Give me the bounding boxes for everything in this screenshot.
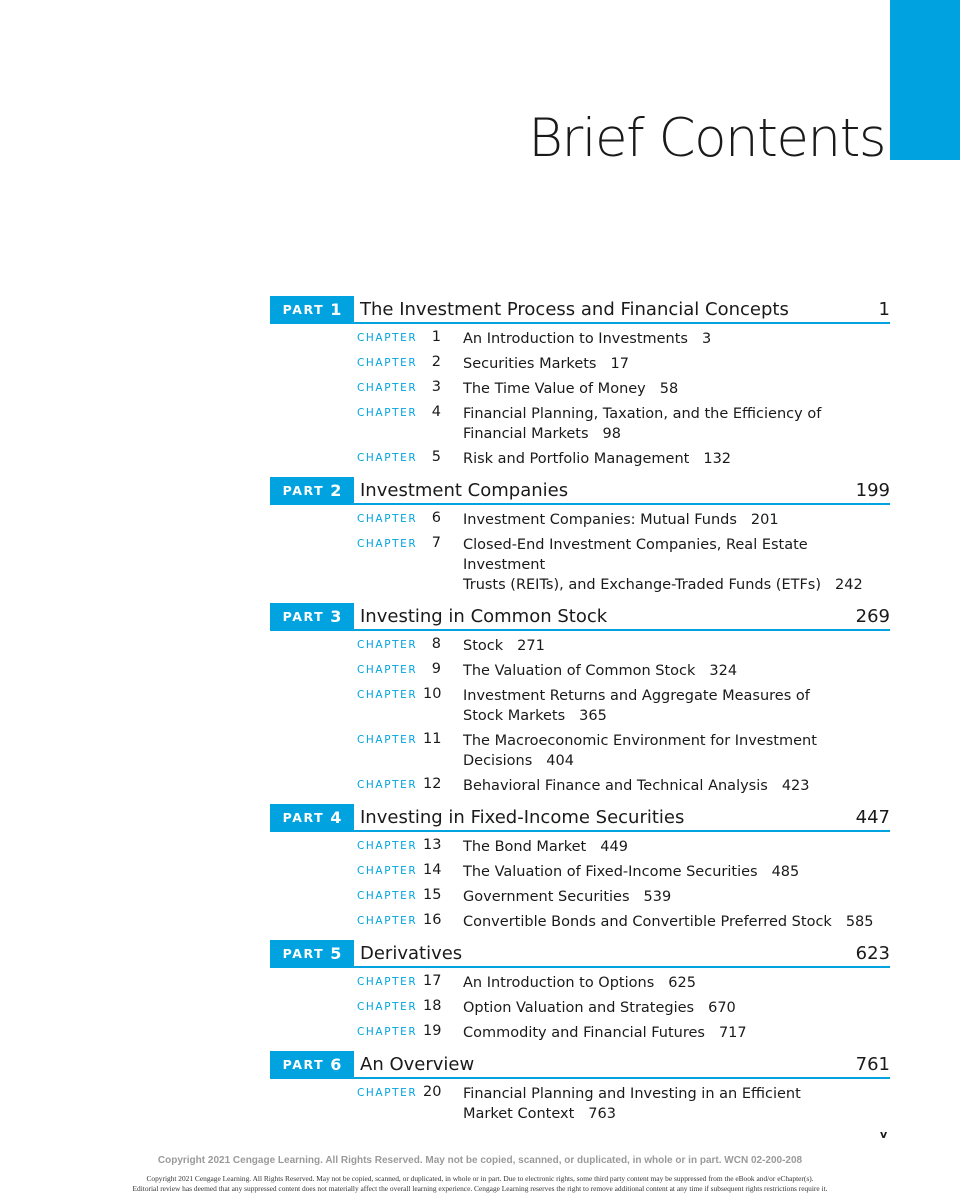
chapter-title[interactable] [463, 998, 883, 1018]
chapter-page-number: 585 [845, 914, 874, 930]
chapter-word: CHAPTER [357, 664, 418, 676]
chapter-number: 9 [431, 661, 441, 677]
chapter-word: CHAPTER [357, 1087, 418, 1099]
chapter-number: 19 [423, 1023, 442, 1039]
toc-part [270, 1051, 890, 1124]
part-page-number: 623 [855, 942, 890, 964]
chapter-word: CHAPTER [357, 332, 418, 344]
chapter-page-number: 763 [588, 1106, 616, 1122]
part-title[interactable]: Derivatives [360, 942, 463, 964]
part-label [270, 603, 354, 629]
page-title: Brief Contents [528, 108, 885, 169]
chapter-list [270, 1079, 890, 1124]
chapter-title-line: The Bond Market [463, 839, 587, 855]
chapter-page-number: 17 [610, 356, 629, 372]
chapter-title[interactable] [463, 776, 883, 796]
chapter-page-number: 717 [718, 1025, 747, 1041]
chapter-word: CHAPTER [357, 407, 418, 419]
toc-chapter[interactable] [270, 510, 890, 530]
toc-chapter[interactable] [270, 636, 890, 656]
chapter-page-number: 404 [546, 753, 574, 769]
chapter-title-line: Stock Markets [463, 708, 566, 724]
chapter-page-number: 539 [643, 889, 672, 905]
toc-chapter[interactable] [270, 887, 890, 907]
chapter-title[interactable] [463, 329, 883, 349]
part-title[interactable]: Investing in Fixed-Income Securities [360, 806, 685, 828]
toc-chapter[interactable] [270, 973, 890, 993]
chapter-title-line: Securities Markets [463, 356, 597, 372]
chapter-title-line: Stock [463, 638, 504, 654]
chapter-title-line: Closed-End Investment Companies, Real Estate Investment [463, 537, 808, 573]
part-label [270, 804, 354, 830]
toc-part [270, 804, 890, 932]
chapter-title[interactable] [463, 1023, 883, 1043]
part-word: PART [282, 301, 325, 317]
part-number: 6 [330, 1054, 342, 1074]
chapter-page-number: 201 [750, 512, 779, 528]
chapter-title-line: Risk and Portfolio Management [463, 451, 690, 467]
chapter-word: CHAPTER [357, 915, 418, 927]
chapter-title-line: Trusts (REITs), and Exchange-Traded Funds (ETFs) [463, 577, 822, 593]
part-page-number: 269 [855, 605, 890, 627]
disclaimer-line: Copyright 2021 Cengage Learning. All Rights Reserved. May not be copied, scanned, or duplicated, in whole or in part. Due to electronic rights, some third party content may be suppressed from the eBook and/or eChapter(s). [146, 1174, 814, 1183]
chapter-word: CHAPTER [357, 840, 418, 852]
chapter-title-line: Decisions [463, 753, 533, 769]
chapter-title[interactable] [463, 887, 883, 907]
chapter-title-line: Market Context [463, 1106, 575, 1122]
chapter-page-number: 365 [579, 708, 607, 724]
part-header [270, 940, 890, 968]
page-number: v [880, 1128, 888, 1141]
chapter-title[interactable] [463, 449, 883, 469]
part-word: PART [282, 809, 325, 825]
chapter-title-line: The Valuation of Fixed-Income Securities [463, 864, 758, 880]
chapter-list [270, 832, 890, 932]
toc-chapter[interactable] [270, 329, 890, 349]
chapter-list [270, 968, 890, 1043]
chapter-page-number: 271 [517, 638, 545, 654]
part-title[interactable]: Investing in Common Stock [360, 605, 608, 627]
chapter-number: 20 [423, 1084, 442, 1100]
chapter-title-line: Financial Markets [463, 426, 589, 442]
chapter-list [270, 324, 890, 469]
part-number: 5 [330, 943, 342, 963]
chapter-title-line: The Valuation of Common Stock [463, 663, 696, 679]
chapter-number: 10 [423, 686, 442, 702]
chapter-number: 18 [423, 998, 442, 1014]
chapter-number: 4 [431, 404, 441, 420]
part-label [270, 477, 354, 503]
part-page-number: 1 [878, 298, 890, 320]
chapter-title-line: An Introduction to Investments [463, 331, 688, 347]
chapter-page-number: 132 [703, 451, 732, 467]
toc-chapter[interactable] [270, 686, 890, 726]
chapter-title[interactable] [463, 379, 883, 399]
chapter-title[interactable] [463, 636, 883, 656]
chapter-title[interactable] [463, 661, 883, 681]
chapter-number: 15 [423, 887, 442, 903]
chapter-title[interactable] [463, 510, 883, 530]
chapter-title-line: Financial Planning, Taxation, and the Efficiency of [463, 406, 822, 422]
chapter-word: CHAPTER [357, 890, 418, 902]
chapter-word: CHAPTER [357, 513, 418, 525]
chapter-page-number: 324 [709, 663, 738, 679]
chapter-page-number: 625 [668, 975, 696, 991]
accent-bar [890, 0, 960, 160]
chapter-title-line: An Introduction to Options [463, 975, 655, 991]
chapter-title-line: The Time Value of Money [463, 381, 646, 397]
part-number: 1 [330, 299, 342, 319]
chapter-title[interactable] [463, 837, 883, 857]
disclaimer-line: Editorial review has deemed that any suppressed content does not materially affect the overall learning experience. Cengage Learning reserves the right to remove additional content at any time if subsequent rights restrictions require it. [132, 1184, 828, 1193]
part-title[interactable]: Investment Companies [360, 479, 569, 501]
chapter-title[interactable] [463, 535, 883, 595]
chapter-word: CHAPTER [357, 779, 418, 791]
toc-chapter[interactable] [270, 661, 890, 681]
part-word: PART [282, 608, 325, 624]
part-page-number: 447 [855, 806, 890, 828]
toc-chapter[interactable] [270, 837, 890, 857]
chapter-title[interactable] [463, 912, 883, 932]
copyright-disclaimer [0, 1174, 960, 1194]
chapter-title-line: The Macroeconomic Environment for Investment [463, 733, 817, 749]
chapter-title[interactable] [463, 1084, 883, 1124]
chapter-title-line: Financial Planning and Investing in an Efficient [463, 1086, 801, 1102]
chapter-page-number: 98 [602, 426, 621, 442]
chapter-list [270, 505, 890, 595]
part-label [270, 940, 354, 966]
copyright-notice: Copyright 2021 Cengage Learning. All Rights Reserved. May not be copied, scanned, or duplicated, in whole or in part. WCN 02-200-208 [157, 1155, 803, 1166]
toc-part [270, 477, 890, 595]
chapter-number: 3 [431, 379, 441, 395]
chapter-title[interactable] [463, 404, 883, 444]
chapter-number: 13 [423, 837, 442, 853]
toc-chapter[interactable] [270, 1084, 890, 1124]
chapter-number: 16 [423, 912, 442, 928]
table-of-contents [270, 296, 890, 1132]
chapter-number: 5 [431, 449, 441, 465]
chapter-title[interactable] [463, 731, 883, 771]
part-number: 3 [330, 606, 342, 626]
part-word: PART [282, 482, 325, 498]
part-number: 2 [330, 480, 342, 500]
chapter-number: 12 [423, 776, 442, 792]
part-title[interactable]: An Overview [360, 1053, 475, 1075]
chapter-word: CHAPTER [357, 382, 418, 394]
chapter-word: CHAPTER [357, 976, 418, 988]
part-header [270, 1051, 890, 1079]
part-label [270, 296, 354, 322]
toc-chapter[interactable] [270, 862, 890, 882]
chapter-list [270, 631, 890, 796]
toc-chapter[interactable] [270, 998, 890, 1018]
chapter-title-line: Convertible Bonds and Convertible Preferred Stock [463, 914, 832, 930]
part-header [270, 603, 890, 631]
chapter-word: CHAPTER [357, 865, 418, 877]
chapter-title-line: Government Securities [463, 889, 630, 905]
chapter-title-line: Investment Returns and Aggregate Measures of [463, 688, 810, 704]
part-label [270, 1051, 354, 1077]
chapter-page-number: 485 [771, 864, 800, 880]
toc-part [270, 940, 890, 1043]
chapter-word: CHAPTER [357, 734, 418, 746]
toc-part [270, 296, 890, 469]
chapter-number: 17 [423, 973, 442, 989]
toc-chapter[interactable] [270, 912, 890, 932]
toc-chapter[interactable] [270, 379, 890, 399]
chapter-page-number: 670 [708, 1000, 736, 1016]
chapter-title[interactable] [463, 686, 883, 726]
chapter-title-line: Commodity and Financial Futures [463, 1025, 705, 1041]
toc-chapter[interactable] [270, 776, 890, 796]
chapter-number: 14 [423, 862, 442, 878]
chapter-word: CHAPTER [357, 538, 418, 550]
chapter-number: 8 [431, 636, 441, 652]
toc-chapter[interactable] [270, 1023, 890, 1043]
chapter-word: CHAPTER [357, 639, 418, 651]
toc-part [270, 603, 890, 796]
toc-chapter[interactable] [270, 354, 890, 374]
chapter-title-line: Investment Companies: Mutual Funds [463, 512, 737, 528]
chapter-word: CHAPTER [357, 1026, 418, 1038]
part-header [270, 296, 890, 324]
chapter-title-line: Option Valuation and Strategies [463, 1000, 695, 1016]
toc-chapter[interactable] [270, 449, 890, 469]
chapter-word: CHAPTER [357, 357, 418, 369]
chapter-title[interactable] [463, 354, 883, 374]
chapter-number: 11 [423, 731, 442, 747]
chapter-title-line: Behavioral Finance and Technical Analysis [463, 778, 768, 794]
part-page-number: 761 [855, 1053, 890, 1075]
chapter-word: CHAPTER [357, 452, 418, 464]
chapter-number: 7 [431, 535, 441, 551]
part-word: PART [282, 945, 325, 961]
chapter-page-number: 58 [659, 381, 679, 397]
toc-chapter[interactable] [270, 731, 890, 771]
part-header [270, 477, 890, 505]
chapter-page-number: 423 [781, 778, 810, 794]
part-title[interactable]: The Investment Process and Financial Concepts [360, 298, 789, 320]
chapter-number: 6 [431, 510, 441, 526]
chapter-title[interactable] [463, 973, 883, 993]
chapter-word: CHAPTER [357, 689, 418, 701]
chapter-page-number: 242 [835, 577, 863, 593]
chapter-number: 2 [431, 354, 441, 370]
part-number: 4 [330, 807, 342, 827]
part-word: PART [282, 1056, 325, 1072]
chapter-page-number: 449 [600, 839, 628, 855]
toc-chapter[interactable] [270, 535, 890, 595]
chapter-word: CHAPTER [357, 1001, 418, 1013]
chapter-page-number: 3 [701, 331, 712, 347]
toc-chapter[interactable] [270, 404, 890, 444]
chapter-title[interactable] [463, 862, 883, 882]
part-header [270, 804, 890, 832]
part-page-number: 199 [855, 479, 890, 501]
chapter-number: 1 [431, 329, 441, 345]
